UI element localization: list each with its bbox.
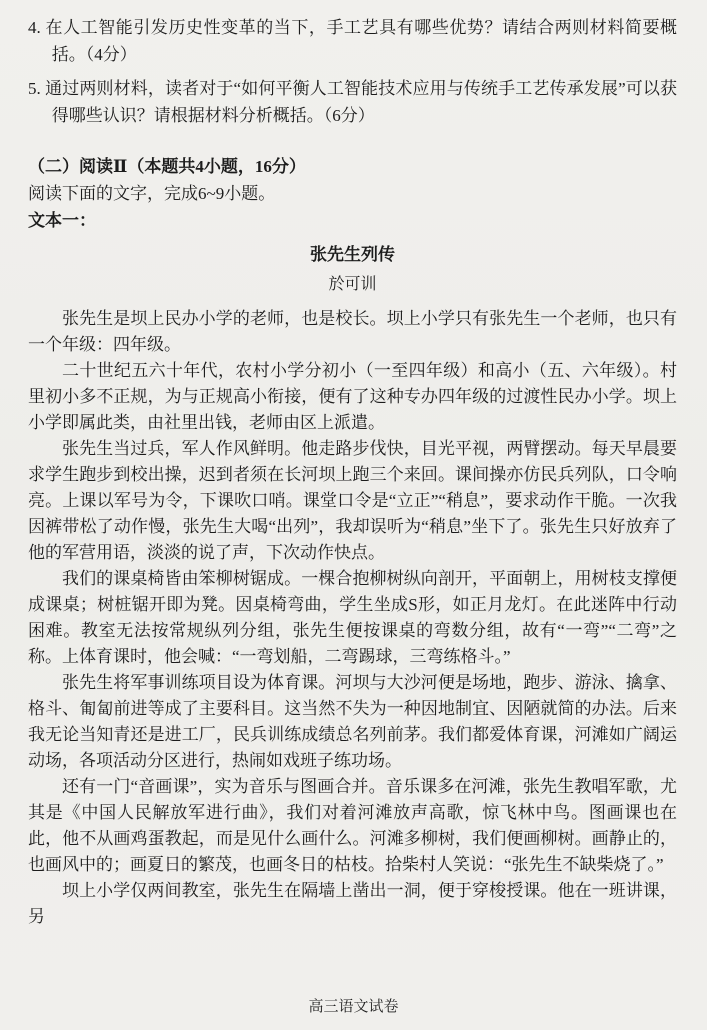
article-paragraph: 我们的课桌椅皆由笨柳树锯成。一棵合抱柳树纵向剖开，平面朝上，用树枝支撑便成课桌；树桩锯开即为凳。因桌椅弯曲，学生坐成S形，如正月龙灯。在此迷阵中行动困难。教室无法按常规纵列分组，张先生便按课桌的弯数分组，故有“一弯”“二弯”之称。上体育课时，他会喊：“一弯划船，二弯踢球，三弯练格斗。”	[28, 569, 677, 666]
question-5: 5. 通过两则材料，读者对于“如何平衡人工智能技术应用与传统手工艺传承发展”可以获得哪些认识？请根据材料分析概括。（6分）	[28, 79, 677, 125]
article-paragraph: 张先生当过兵，军人作风鲜明。他走路步伐快，目光平视，两臂摆动。每天早晨要求学生跑步到校出操，迟到者须在长河坝上跑三个来回。课间操亦仿民兵列队，口令响亮。上课以军号为令，下课吹口哨。课堂口令是“立正”“稍息”，要求动作干脆。一次我因裤带松了动作慢，张先生大喝“出列”，我却误听为“稍息”坐下了。张先生只好放弃了他的军营用语，淡淡的说了声，下次动作快点。	[28, 439, 677, 562]
article-paragraph: 张先生是坝上民办小学的老师，也是校长。坝上小学只有张先生一个老师，也只有一个年级：四年级。	[28, 309, 677, 354]
article-paragraph: 张先生将军事训练项目设为体育课。河坝与大沙河便是场地，跑步、游泳、擒拿、格斗、匍匐前进等成了主要科目。这当然不失为一种因地制宜、因陋就简的办法。后来我无论当知青还是进工厂，民兵训练成绩总名列前茅。我们都爱体育课，河滩如广阔运动场，各项活动分区进行，热闹如戏班子练功场。	[28, 673, 677, 770]
article-title: 张先生列传	[310, 245, 395, 264]
question-4: 4. 在人工智能引发历史性变革的当下，手工艺具有哪些优势？请结合两则材料简要概括。（4分）	[28, 18, 677, 64]
reading-instruction: 阅读下面的文字，完成6~9小题。	[28, 184, 276, 203]
page-footer: 高三语文试卷	[308, 999, 399, 1015]
article-author: 於可训	[328, 276, 377, 293]
article-paragraph: 还有一门“音画课”，实为音乐与图画合并。音乐课多在河滩，张先生教唱军歌，尤其是《中国人民解放军进行曲》，我们对着河滩放声高歌，惊飞林中鸟。图画课也在此，他不从画鸡蛋教起，而是见什么画什么。河滩多柳树，我们便画柳树。画静止的，也画风中的；画夏日的繁茂，也画冬日的枯枝。拾柴村人笑说：“张先生不缺柴烧了。”	[28, 777, 677, 874]
article-paragraph: 坝上小学仅两间教室，张先生在隔墙上凿出一洞，便于穿梭授课。他在一班讲课，另	[28, 881, 677, 926]
section-header: （二）阅读Ⅱ（本题共4小题，16分）	[28, 157, 306, 176]
article-paragraph: 二十世纪五六十年代，农村小学分初小（一至四年级）和高小（五、六年级）。村里初小多不正规，为与正规高小衔接，便有了这种专办四年级的过渡性民办小学。坝上小学即属此类，由社里出钱，老师由区上派遣。	[28, 361, 677, 432]
text-one-label: 文本一：	[28, 211, 96, 230]
